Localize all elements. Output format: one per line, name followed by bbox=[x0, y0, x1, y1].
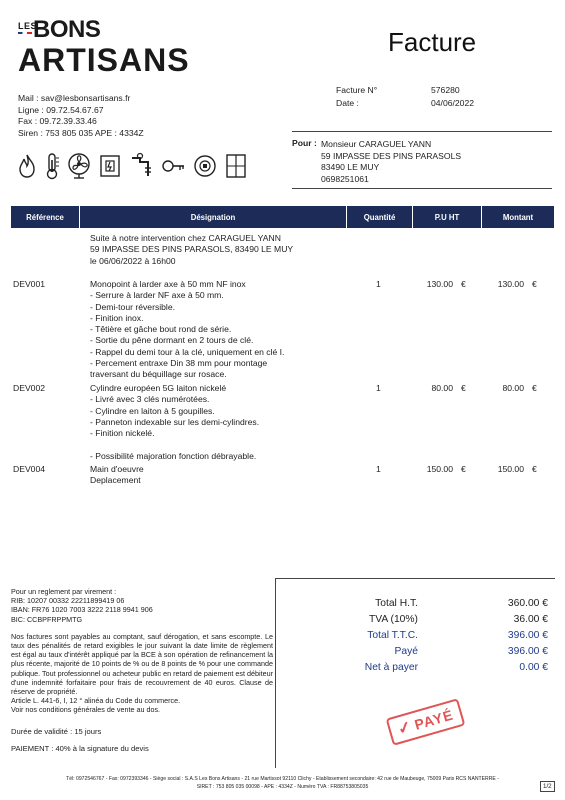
total-ttc-value: 396.00 € bbox=[507, 629, 548, 641]
rib: RIB: 10207 00332 22211899419 06 bbox=[11, 596, 125, 606]
tva-value: 36.00 € bbox=[513, 613, 548, 625]
line-amount: 80.00 bbox=[502, 383, 524, 393]
col-designation: Désignation bbox=[80, 206, 347, 228]
fan-icon bbox=[66, 152, 92, 180]
invoice-meta bbox=[336, 84, 474, 109]
company-mail: Mail : sav@lesbonsartisans.fr bbox=[18, 93, 131, 103]
iban: IBAN: FR76 1020 7003 3222 2118 9941 906 bbox=[11, 605, 153, 615]
company-contact bbox=[18, 93, 144, 139]
currency-symbol: € bbox=[461, 279, 466, 289]
line-designation: Monopoint à larder axe à 50 mm NF inox - Serrure à larder NF axe à 50 mm. - Demi-tour réversible. - Finition inox. - Têtière et gâche bout rond de série. - Sortie du pêne dormant en 2 tours de clé. - Rappel du demi tour à la clé, uniquement en clé I. - Percement entraxe Din 38 mm pour montage traversant du béquillage sur rosace. bbox=[90, 279, 285, 380]
thermometer-icon bbox=[44, 152, 60, 180]
col-reference: Référence bbox=[11, 206, 80, 228]
line-designation: Main d'oeuvre Deplacement bbox=[90, 464, 144, 486]
lock-icon bbox=[192, 152, 218, 180]
company-fax: Fax : 09.72.39.33.46 bbox=[18, 116, 97, 126]
trade-icons bbox=[16, 152, 248, 180]
total-ht-label: Total H.T. bbox=[375, 597, 418, 609]
col-quantity: Quantité bbox=[347, 206, 413, 228]
legal-article: Article L. 441-6, I, 12 ° alinéa du Code du commerce. bbox=[11, 696, 181, 706]
totals-block bbox=[290, 595, 548, 675]
legal-terms: Nos factures sont payables au comptant, sauf dérogation, et sans escompte. Le taux des pénalités de retard exigibles le jour suivant la date limite de règlement est égal au taux d'intérêt appliqué par la BCE à son opération de refinancement la plus récente, majorité de 10 points de % ou de 8 points de % pour une commande publique. Tout professionnel ou acheteur public en retard de paiement est débiteur d'une indemnité forfaitaire pour frais de recouvrement de 40 euros. Clause de réserve de propriété. bbox=[11, 631, 273, 697]
line-amount: 150.00 bbox=[497, 464, 524, 474]
invoice-number: 576280 bbox=[431, 85, 460, 95]
line-unit-price: 80.00 bbox=[431, 383, 453, 393]
footer bbox=[0, 775, 565, 791]
invoice-date-label: Date : bbox=[336, 97, 359, 108]
logo-bons: BONS bbox=[33, 16, 101, 43]
footer-line2: SIRET : 753 805 035 00098 - APE : 4334Z - Numéro TVA : FR88753805035 bbox=[196, 784, 369, 790]
col-amount: Montant bbox=[502, 212, 534, 222]
line-amount: 130.00 bbox=[497, 279, 524, 289]
recipient-label: Pour : bbox=[292, 138, 317, 148]
line-reference: DEV004 bbox=[13, 464, 46, 474]
intervention-intro: Suite à notre intervention chez CARAGUEL YANN 59 IMPASSE DES PINS PARASOLS, 83490 LE MUY le 06/06/2022 à 16h00 bbox=[90, 233, 294, 266]
footer-line1: Tél: 0972546767 - Fax: 0972393346 - Siège social : S.A.S Les Bons Artisans - 21 rue Martissot 92110 Clichy - Etablissement secondaire: 42 rue de Maubeuge, 75009 Paris RCS NANTERRE - bbox=[66, 776, 499, 782]
currency-symbol: € bbox=[461, 464, 466, 474]
terms-reference: Voir nos conditions générales de vente au dos. bbox=[11, 705, 161, 715]
currency-symbol: € bbox=[532, 464, 537, 474]
recipient-name: Monsieur CARAGUEL YANN bbox=[321, 139, 432, 149]
table-header bbox=[11, 206, 554, 228]
page-number: 1/2 bbox=[540, 781, 555, 792]
invoice-number-label: Facture N° bbox=[336, 85, 378, 95]
paid-label: Payé bbox=[394, 645, 418, 657]
col-unit-price: P.U HT bbox=[413, 206, 482, 228]
company-siren: Siren : 753 805 035 APE : 4334Z bbox=[18, 127, 144, 138]
electric-panel-icon bbox=[98, 152, 122, 180]
payment-terms: PAIEMENT : 40% à la signature du devis bbox=[11, 744, 149, 753]
payment-info bbox=[11, 587, 273, 715]
recipient-address bbox=[321, 139, 461, 185]
window-icon bbox=[224, 152, 248, 180]
recipient-city: 83490 LE MUY bbox=[321, 162, 380, 172]
invoice-date: 04/06/2022 bbox=[431, 97, 475, 108]
flag-stripe bbox=[18, 32, 32, 34]
line-reference: DEV002 bbox=[13, 383, 46, 393]
plumbing-icon bbox=[128, 152, 154, 180]
bic: BIC: CCBPFRPPMTG bbox=[11, 614, 83, 624]
key-icon bbox=[160, 152, 186, 180]
line-quantity: 1 bbox=[376, 279, 381, 289]
net-due-label: Net à payer bbox=[364, 661, 418, 673]
fire-icon bbox=[16, 153, 38, 179]
recipient-block bbox=[292, 131, 552, 189]
line-unit-price: 130.00 bbox=[426, 279, 453, 289]
tva-label: TVA (10%) bbox=[368, 613, 418, 625]
currency-symbol: € bbox=[532, 279, 537, 289]
transfer-title: Pour un reglement par virement : bbox=[11, 587, 117, 596]
recipient-street: 59 IMPASSE DES PINS PARASOLS bbox=[321, 150, 462, 161]
logo-artisans: ARTISANS bbox=[18, 42, 190, 78]
currency-symbol: € bbox=[461, 383, 466, 393]
total-ht-value: 360.00 € bbox=[507, 597, 548, 609]
line-reference: DEV001 bbox=[13, 279, 46, 289]
currency-symbol: € bbox=[532, 383, 537, 393]
total-ttc-label: Total T.T.C. bbox=[367, 629, 418, 641]
line-unit-price: 150.00 bbox=[426, 464, 453, 474]
check-icon: ✓ bbox=[395, 718, 415, 739]
line-quantity: 1 bbox=[376, 464, 381, 474]
logo-les: LES bbox=[18, 21, 38, 31]
paid-value: 396.00 € bbox=[507, 645, 548, 657]
company-phone: Ligne : 09.72.54.67.67 bbox=[18, 104, 104, 115]
net-due-value: 0.00 € bbox=[519, 661, 548, 673]
document-title: Facture bbox=[388, 27, 477, 57]
validity: Durée de validité : 15 jours bbox=[11, 727, 102, 736]
recipient-phone: 0698251061 bbox=[321, 173, 369, 184]
line-designation: Cylindre européen 5G laiton nickelé - Livré avec 3 clés numérotées. - Cylindre en laiton à 5 goupilles. - Panneton indexable sur les demi-cylindres. - Finition nickelé. - Possibilité majoration fonction débrayable. bbox=[90, 383, 260, 461]
line-quantity: 1 bbox=[376, 383, 381, 393]
paid-stamp-text: PAYÉ bbox=[412, 706, 456, 733]
